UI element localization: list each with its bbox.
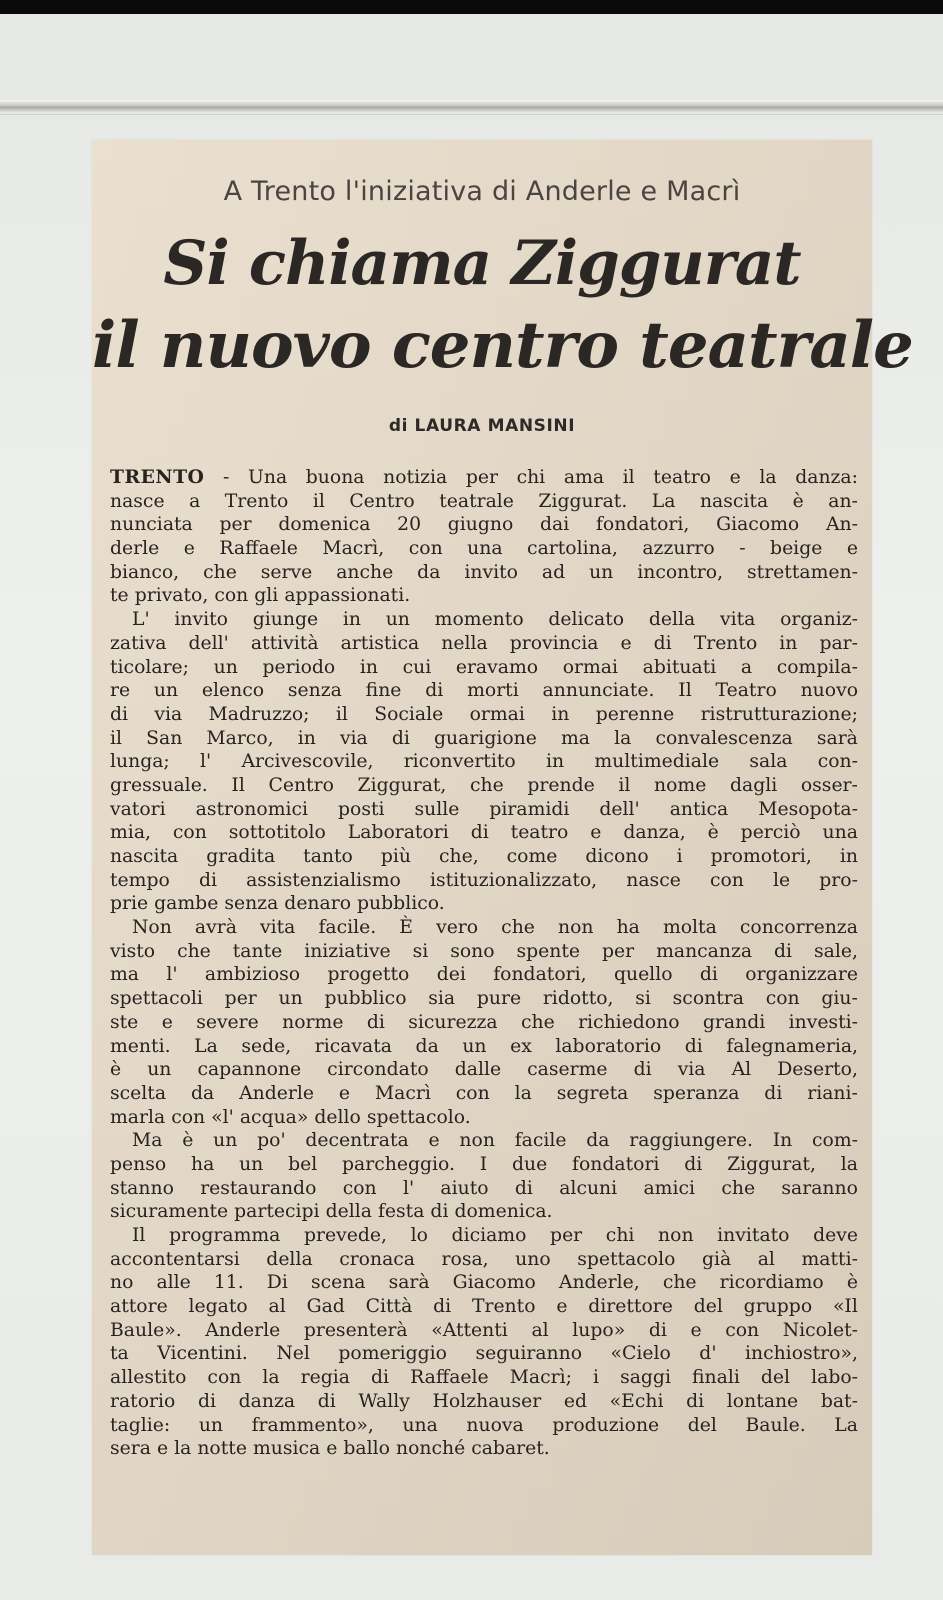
article-line: ste e severe norme di sicurezza che richiedono grandi investi- xyxy=(110,1011,858,1033)
article-line: spettacoli per un pubblico sia pure ridotto, si scontra con giu- xyxy=(110,988,858,1010)
article-line: ma l' ambizioso progetto dei fondatori, quello di organizzare xyxy=(110,964,858,986)
status-bar xyxy=(0,0,943,14)
article-kicker: A Trento l'iniziativa di Anderle e Macrì xyxy=(223,176,741,207)
article-line: te privato, con gli appassionati. xyxy=(110,585,411,607)
frame-edge xyxy=(0,100,943,112)
article-line: taglie: un frammento», una nuova produzione del Baule. La xyxy=(110,1414,858,1436)
article-line: lunga; l' Arcivescovile, riconvertito in multimediale sala con- xyxy=(110,751,858,773)
article-line: è un capannone circondato dalle caserme di via Al Deserto, xyxy=(110,1059,858,1081)
article-line: gressuale. Il Centro Ziggurat, che prende il nome dagli osser- xyxy=(110,774,858,796)
article-line: ticolare; un periodo in cui eravamo ormai abituati a compila- xyxy=(110,656,858,678)
article-line: Baule». Anderle presenterà «Attenti al lupo» di e con Nicolet- xyxy=(110,1319,858,1341)
article-line: di via Madruzzo; il Sociale ormai in perenne ristrutturazione; xyxy=(110,703,858,725)
newspaper-clipping xyxy=(92,140,913,1555)
headline-line-2: il nuovo centro teatrale xyxy=(92,308,913,383)
article-line: bianco, che serve anche da invito ad un incontro, strettamen- xyxy=(110,561,858,583)
article-line: derle e Raffaele Macrì, con una cartolina, azzurro - beige e xyxy=(110,538,858,560)
byline: di LAURA MANSINI xyxy=(388,416,576,436)
article-line: sicuramente partecipi della festa di domenica. xyxy=(110,1201,553,1223)
article-line: visto che tante iniziative si sono spente per mancanza di sale, xyxy=(110,940,858,962)
frame-edge-line xyxy=(0,114,943,115)
article-line: zativa dell' attività artistica nella provincia e di Trento in par- xyxy=(110,632,858,654)
dateline: TRENTO xyxy=(110,466,205,488)
article-line: mia, con sottotitolo Laboratori di teatro e danza, è perciò una xyxy=(110,822,858,844)
article-line: tempo di assistenzialismo istituzionalizzato, nasce con le pro- xyxy=(110,869,858,891)
article-line: nunciata per domenica 20 giugno dai fondatori, Giacomo An- xyxy=(110,514,858,536)
article-line: nascita gradita tanto più che, come dicono i promotori, in xyxy=(110,846,858,867)
article-line: marla con «l' acqua» dello spettacolo. xyxy=(110,1106,471,1128)
article-line: ratorio di danza di Wally Holzhauser ed «Echi di lontane bat- xyxy=(110,1390,858,1412)
article-line: Ma è un po' decentrata e non facile da raggiungere. In com- xyxy=(132,1130,858,1152)
article-body xyxy=(110,466,858,1461)
article-line: vatori astronomici posti sulle piramidi dell' antica Mesopota- xyxy=(110,798,858,820)
article-line: accontentarsi della cronaca rosa, uno spettacolo già al matti- xyxy=(110,1248,858,1270)
article-line: il San Marco, in via di guarigione ma la convalescenza sarà xyxy=(110,727,858,749)
article-line: TRENTO - Una buona notizia per chi ama il teatro e la danza: xyxy=(110,466,858,488)
article-line: no alle 11. Di scena sarà Giacomo Anderle, che ricordiamo è xyxy=(110,1272,858,1294)
headline-line-1: Si chiama Ziggurat xyxy=(163,228,801,299)
article-line: ta Vicentini. Nel pomeriggio seguiranno «Cielo d' inchiostro», xyxy=(110,1343,858,1365)
article-line: allestito con la regia di Raffaele Macrì; i saggi finali del labo- xyxy=(110,1367,858,1389)
article-line: prie gambe senza denaro pubblico. xyxy=(110,893,445,915)
article-line: sera e la notte musica e ballo nonché cabaret. xyxy=(110,1438,550,1460)
article-line: re un elenco senza fine di morti annunciate. Il Teatro nuovo xyxy=(110,680,858,702)
article-line: Non avrà vita facile. È vero che non ha molta concorrenza xyxy=(132,917,858,939)
article-line: L' invito giunge in un momento delicato della vita organiz- xyxy=(132,609,858,631)
article-line: penso ha un bel parcheggio. I due fondatori di Ziggurat, la xyxy=(110,1153,858,1175)
article-line: scelta da Anderle e Macrì con la segreta speranza di riani- xyxy=(110,1082,858,1104)
article-line: nasce a Trento il Centro teatrale Ziggurat. La nascita è an- xyxy=(110,490,858,512)
article-line: menti. La sede, ricavata da un ex laboratorio di falegnameria, xyxy=(110,1035,858,1057)
article-line: Il programma prevede, lo diciamo per chi non invitato deve xyxy=(132,1225,858,1246)
article-line: stanno restaurando con l' aiuto di alcuni amici che saranno xyxy=(110,1177,858,1199)
article-line: attore legato al Gad Città di Trento e direttore del gruppo «Il xyxy=(110,1296,858,1318)
